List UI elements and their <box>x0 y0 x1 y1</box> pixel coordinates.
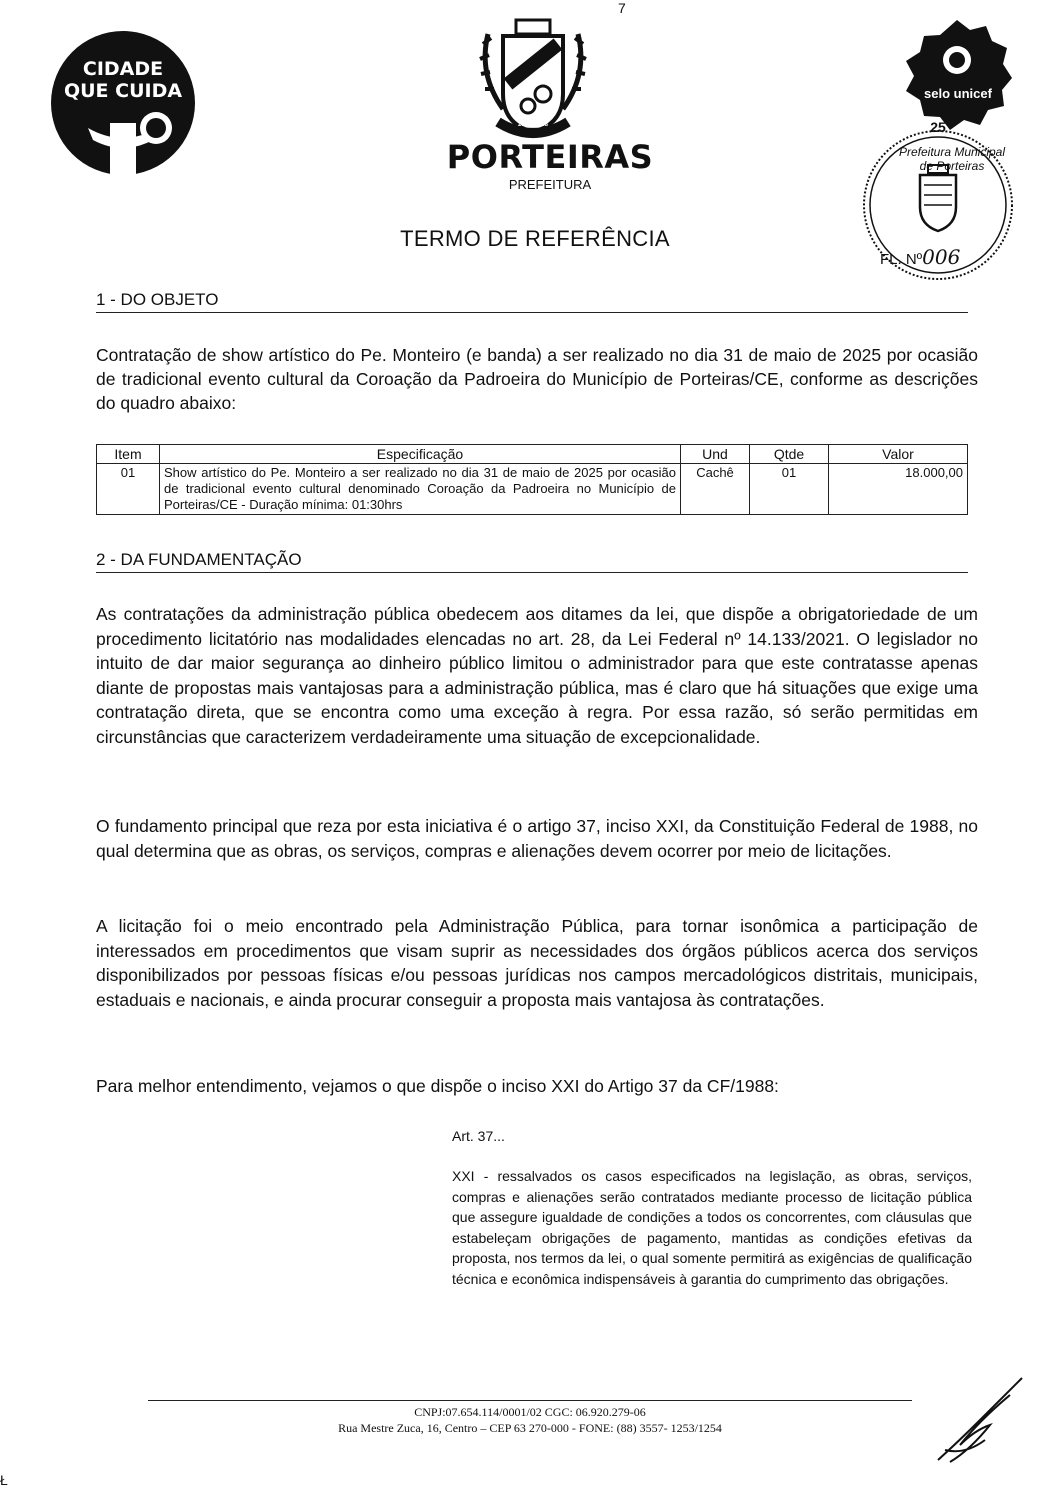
col-header-und: Und <box>681 445 750 464</box>
unicef-text: selo unicef <box>924 86 992 101</box>
footer-cnpj: CNPJ:07.654.114/0001/02 CGC: 06.920.279-06 <box>414 1405 646 1419</box>
cell-valor: 18.000,00 <box>829 464 968 515</box>
cidade-que-cuida-logo <box>48 28 198 178</box>
signature-mark <box>930 1370 1030 1470</box>
fundamentacao-paragraph-1: As contratações da administração pública obedecem aos ditames da lei, que dispõe a obrigatoriedade de um procedimento licitatório nas modalidades elencadas no art. 28, da Lei Federal nº 14.133/2021. O legislador no intuito de dar maior segurança ao dinheiro público limitou o administrador para que este contratasse apenas diante de propostas mais vantajosas para a administração pública, mas é claro que há situações que exige uma contratação direta, que se encontra como uma exceção à regra. Por essa razão, só serão permitidas em circunstâncias que caracterizem verdadeiramente uma situação de excepcionalidade. <box>96 604 978 747</box>
stamp-fl-label: FL. Nº <box>880 251 923 268</box>
logo-text-line2: QUE CUIDA <box>63 80 183 102</box>
section-heading-objeto: 1 - DO OBJETO <box>96 290 219 309</box>
document-title: TERMO DE REFERÊNCIA <box>400 226 670 251</box>
seal-date: 25.03.1958 <box>517 122 549 128</box>
col-header-qtde: Qtde <box>750 445 829 464</box>
fundamentacao-paragraph-2: O fundamento principal que reza por esta iniciativa é o artigo 37, inciso XXI, da Constituição Federal de 1988, no qual determina que as obras, os serviços, compras e alienações devem ocorrer por meio de licitações. <box>96 816 978 861</box>
objeto-paragraph: Contratação de show artístico do Pe. Monteiro (e banda) a ser realizado no dia 31 de maio de 2025 por ocasião de tradicional evento cultural da Coroação da Padroeira do Município de Porteiras/CE, conforme as descrições do quadro abaixo: <box>96 345 978 413</box>
footer-divider <box>148 1400 912 1401</box>
items-table <box>96 444 968 515</box>
section-divider <box>96 572 968 573</box>
brand-subtitle: PREFEITURA <box>508 177 592 192</box>
quote-article: Art. 37... <box>452 1128 505 1144</box>
quote-text: XXI - ressalvados os casos especificados na legislação, as obras, serviços, compras e alienações serão contratados mediante processo de licitação pública que assegure igualdade de condições a todos os concorrentes, com cláusulas que estabeleçam obrigações de pagamento, mantidas as condições efetivas da proposta, nos termos da lei, o qual somente permitirá as exigências de qualificação técnica e econômica indispensáveis à garantia do cumprimento das obrigações. <box>452 1168 972 1287</box>
col-header-especificacao: Especificação <box>160 445 681 464</box>
unicef-number: 25 <box>930 119 946 135</box>
footer-address: Rua Mestre Zuca, 16, Centro – CEP 63 270-000 - FONE: (88) 3557- 1253/1254 <box>338 1421 722 1435</box>
corner-mark: Ł <box>0 1472 8 1488</box>
page-top-mark: 7 <box>618 0 626 16</box>
porteiras-coat-of-arms <box>468 14 598 144</box>
section-divider <box>96 312 968 313</box>
stamp-fl-number: 006 <box>922 245 961 269</box>
fundamentacao-paragraph-4: Para melhor entendimento, vejamos o que dispõe o inciso XXI do Artigo 37 da CF/1988: <box>96 1076 779 1096</box>
cell-und: Cachê <box>681 464 750 515</box>
selo-unicef-logo <box>900 18 1015 133</box>
cell-especificacao: Show artístico do Pe. Monteiro a ser realizado no dia 31 de maio de 2025 por ocasião de tradicional evento cultural denominado Coroação da Padroeira no Município de Porteiras/CE - Duração mínima: 01:30hrs <box>160 464 681 515</box>
cell-item: 01 <box>97 464 160 515</box>
table-row <box>97 464 968 515</box>
section-heading-fundamentacao: 2 - DA FUNDAMENTAÇÃO <box>96 550 302 569</box>
stamp-text: Prefeitura Municipal de Porteiras <box>898 145 1006 173</box>
cell-qtde: 01 <box>750 464 829 515</box>
logo-text-line1: CIDADE <box>82 58 164 80</box>
prefeitura-stamp <box>858 119 1018 285</box>
col-header-item: Item <box>97 445 160 464</box>
col-header-valor: Valor <box>829 445 968 464</box>
brand-name: PORTEIRAS <box>446 138 654 176</box>
fundamentacao-paragraph-3: A licitação foi o meio encontrado pela Administração Pública, para tornar isonômica a participação de interessados em procedimentos que visam suprir as necessidades dos órgãos públicos acerca dos serviços disponibilizados por pessoas físicas e/ou pessoas jurídicas nos campos mercadológicos distritais, municipais, estaduais e nacionais, e ainda procurar conseguir a proposta mais vantajosa às contratações. <box>96 916 978 1010</box>
table-header-row <box>97 445 968 464</box>
